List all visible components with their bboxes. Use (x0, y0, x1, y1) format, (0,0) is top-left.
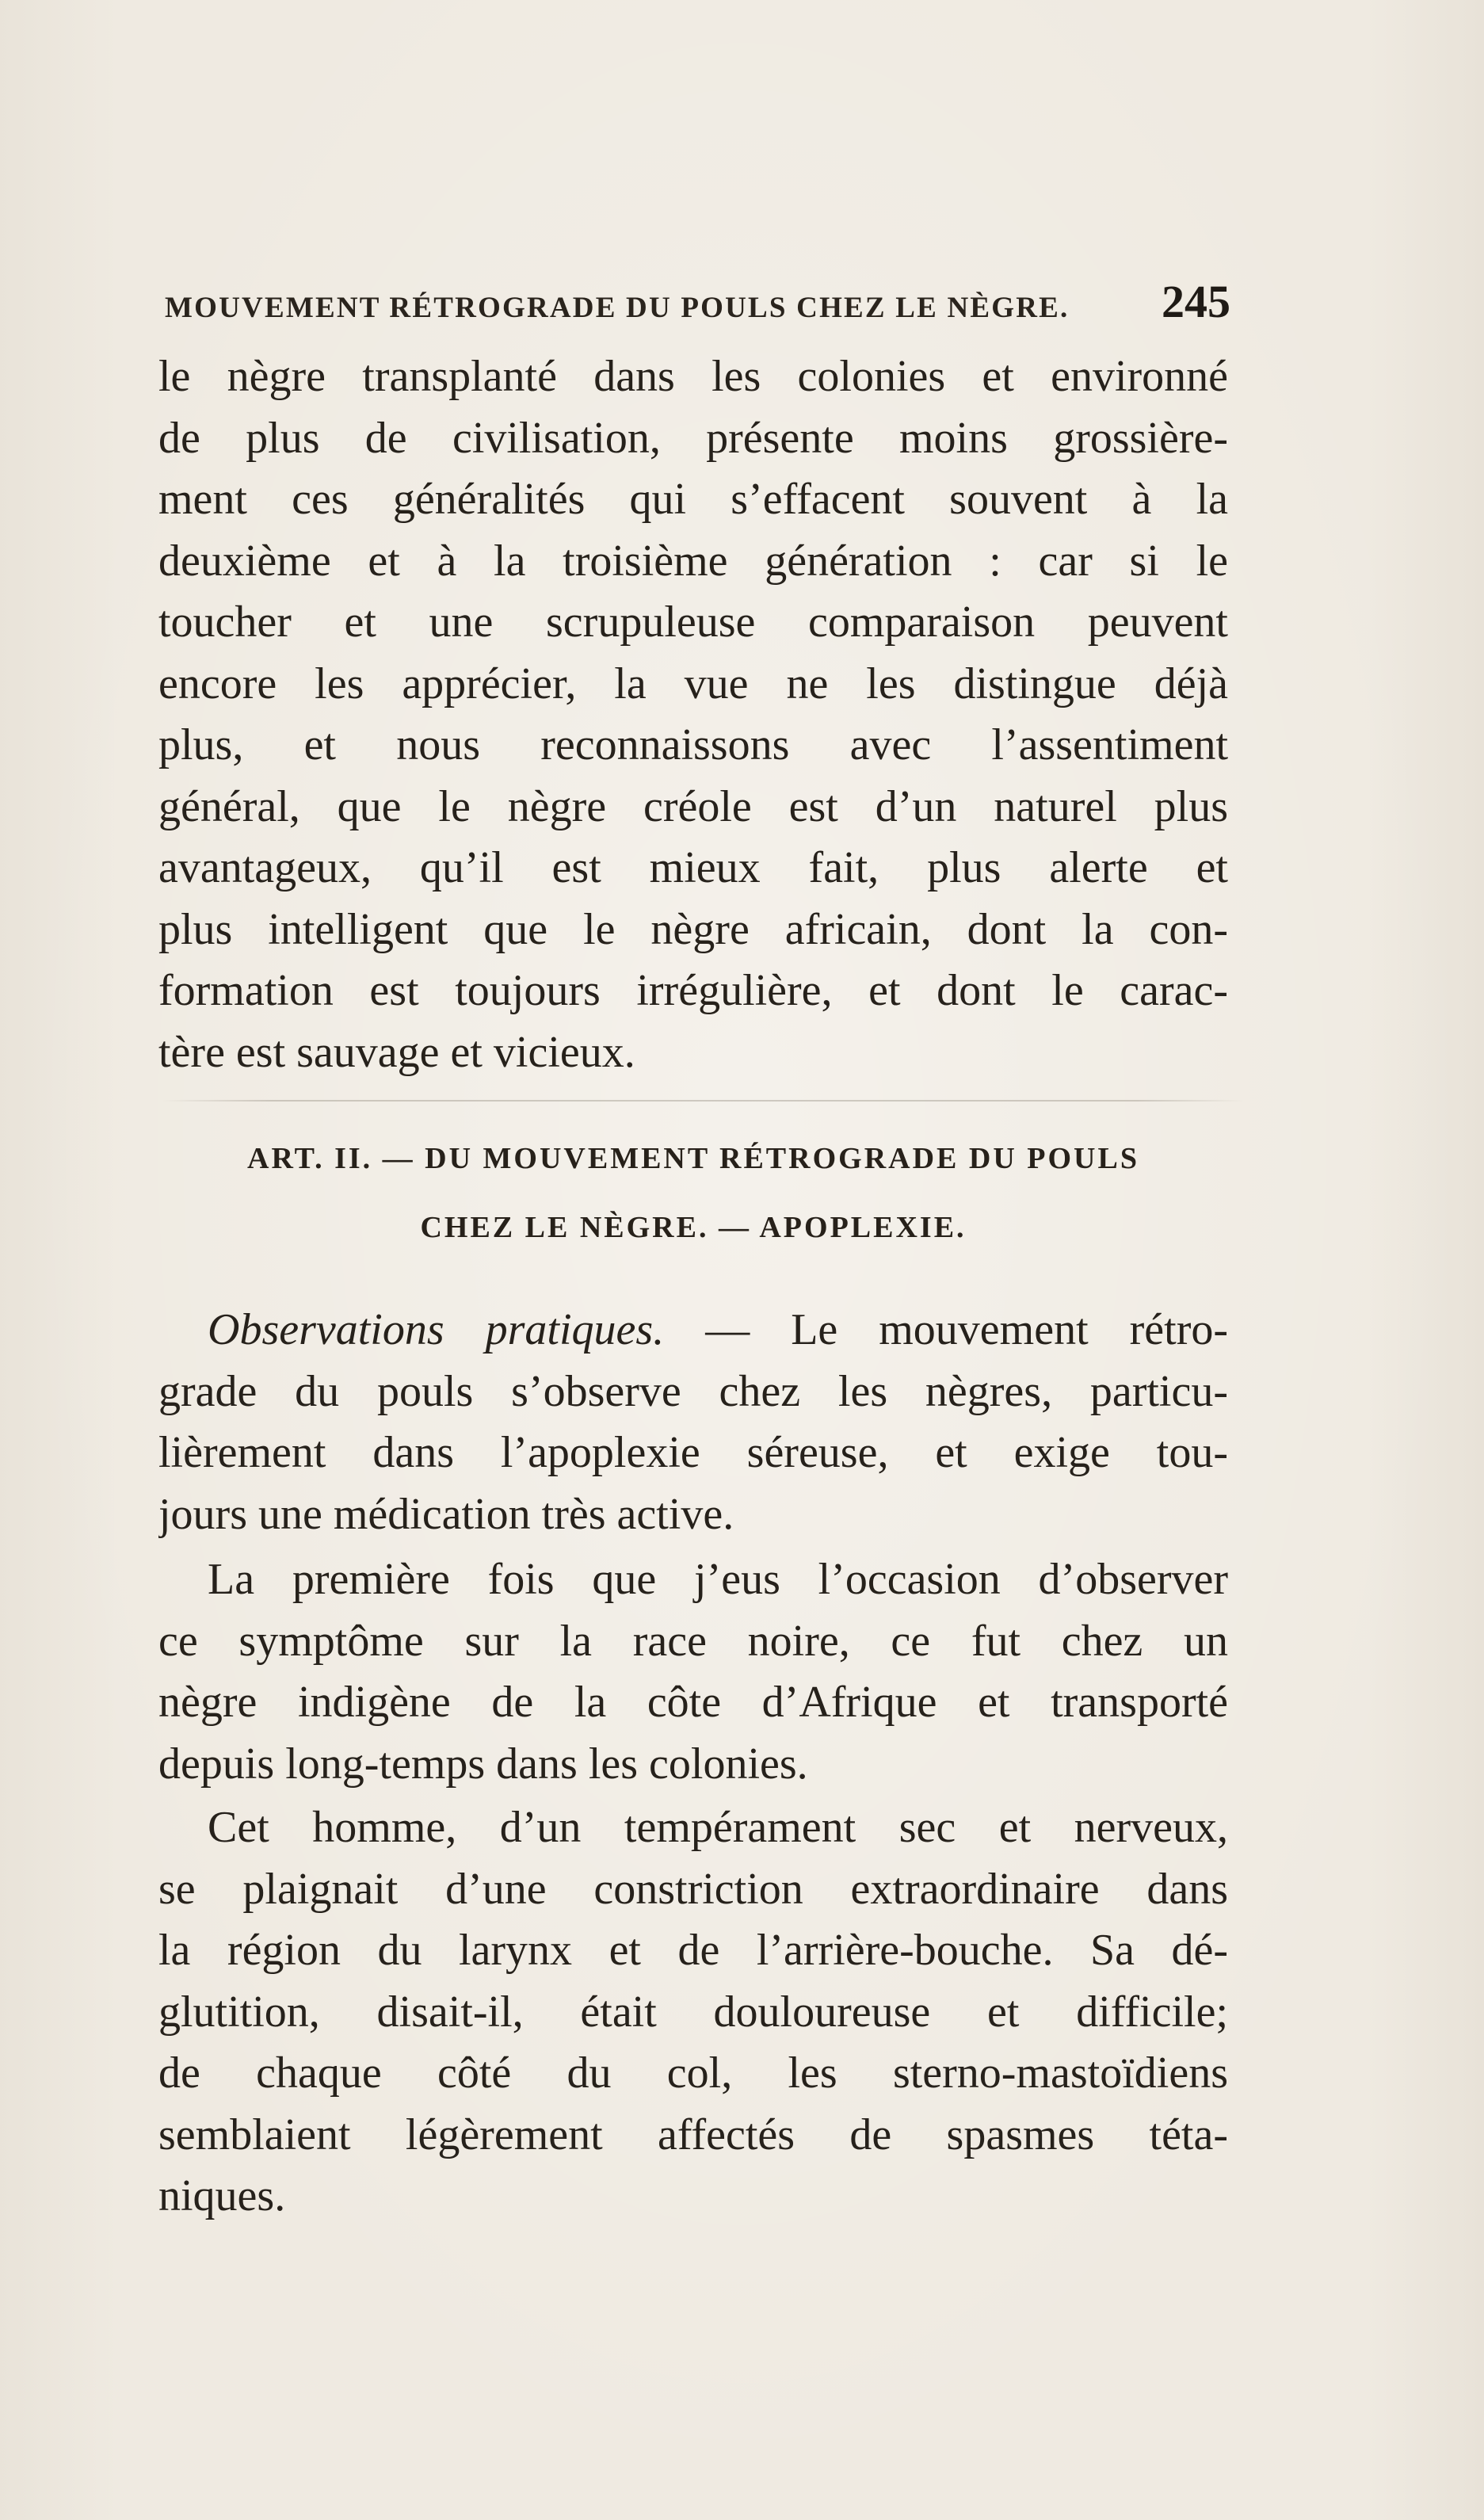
article-heading-line-1: ART. II. — DU MOUVEMENT RÉTROGRADE DU POULS (247, 1142, 1139, 1175)
text-line (158, 1300, 1228, 1361)
text-line: La première fois que j’eus l’occasion d’observer (208, 1555, 1228, 1604)
text-line: semblaient légèrement affectés de spasmes téta- (158, 2110, 1228, 2159)
text-line: toucher et une scrupuleuse comparaison peuvent (158, 598, 1228, 647)
observations-paragraph (158, 1300, 1228, 1545)
text-line: ment ces généralités qui s’effacent souvent à la (158, 475, 1228, 524)
text-line: deuxième et à la troisième génération : car si le (158, 536, 1228, 586)
text-line: de chaque côté du col, les sterno-mastoïdiens (158, 2048, 1228, 2098)
text-line: général, que le nègre créole est d’un naturel plus (158, 781, 1228, 831)
text-line: de plus de civilisation, présente moins grossière- (158, 413, 1228, 463)
text-line: le nègre transplanté dans les colonies et environné (158, 352, 1228, 401)
continuation-paragraph (158, 346, 1228, 1083)
text-line: plus, et nous reconnaissons avec l’assentiment (158, 720, 1228, 769)
text-line: nègre indigène de la côte d’Afrique et transporté (158, 1678, 1228, 1727)
text-line: se plaignait d’une constriction extraordinaire dans (158, 1864, 1228, 1914)
observations-lead-rest: — Le mouvement rétro- (664, 1305, 1228, 1354)
text-line: niques. (158, 2171, 286, 2220)
text-line: jours une médication très active. (158, 1489, 734, 1539)
text-line: la région du larynx et de l’arrière-bouche. Sa dé- (158, 1926, 1228, 1975)
text-line: avantageux, qu’il est mieux fait, plus alerte et (158, 843, 1228, 892)
cet-homme-paragraph (158, 1797, 1228, 2228)
text-line: glutition, disait-il, était douloureuse et difficile; (158, 1987, 1228, 2037)
running-head (165, 276, 1230, 334)
text-line: encore les apprécier, la vue ne les distingue déjà (158, 659, 1228, 708)
running-title: MOUVEMENT RÉTROGRADE DU POULS CHEZ LE NÈGRE. (165, 292, 1070, 324)
observations-lead: Observations pratiques. (208, 1305, 665, 1354)
text-line: grade du pouls s’observe chez les nègres, particu- (158, 1366, 1228, 1416)
text-line: ce symptôme sur la race noire, ce fut chez un (158, 1616, 1228, 1666)
page-number: 245 (1162, 276, 1230, 327)
article-heading-line-2: CHEZ LE NÈGRE. — APOPLEXIE. (420, 1211, 967, 1244)
text-line: tère est sauvage et vicieux. (158, 1027, 635, 1077)
text-line: plus intelligent que le nègre africain, dont la con- (158, 904, 1228, 954)
text-line: formation est toujours irrégulière, et dont le carac- (158, 966, 1228, 1015)
section-divider (162, 1100, 1244, 1102)
text-line: depuis long-temps dans les colonies. (158, 1739, 808, 1789)
text-line: lièrement dans l’apoplexie séreuse, et exige tou- (158, 1428, 1228, 1477)
text-line: Cet homme, d’un tempérament sec et nerveux, (208, 1803, 1228, 1852)
premiere-fois-paragraph (158, 1549, 1228, 1795)
